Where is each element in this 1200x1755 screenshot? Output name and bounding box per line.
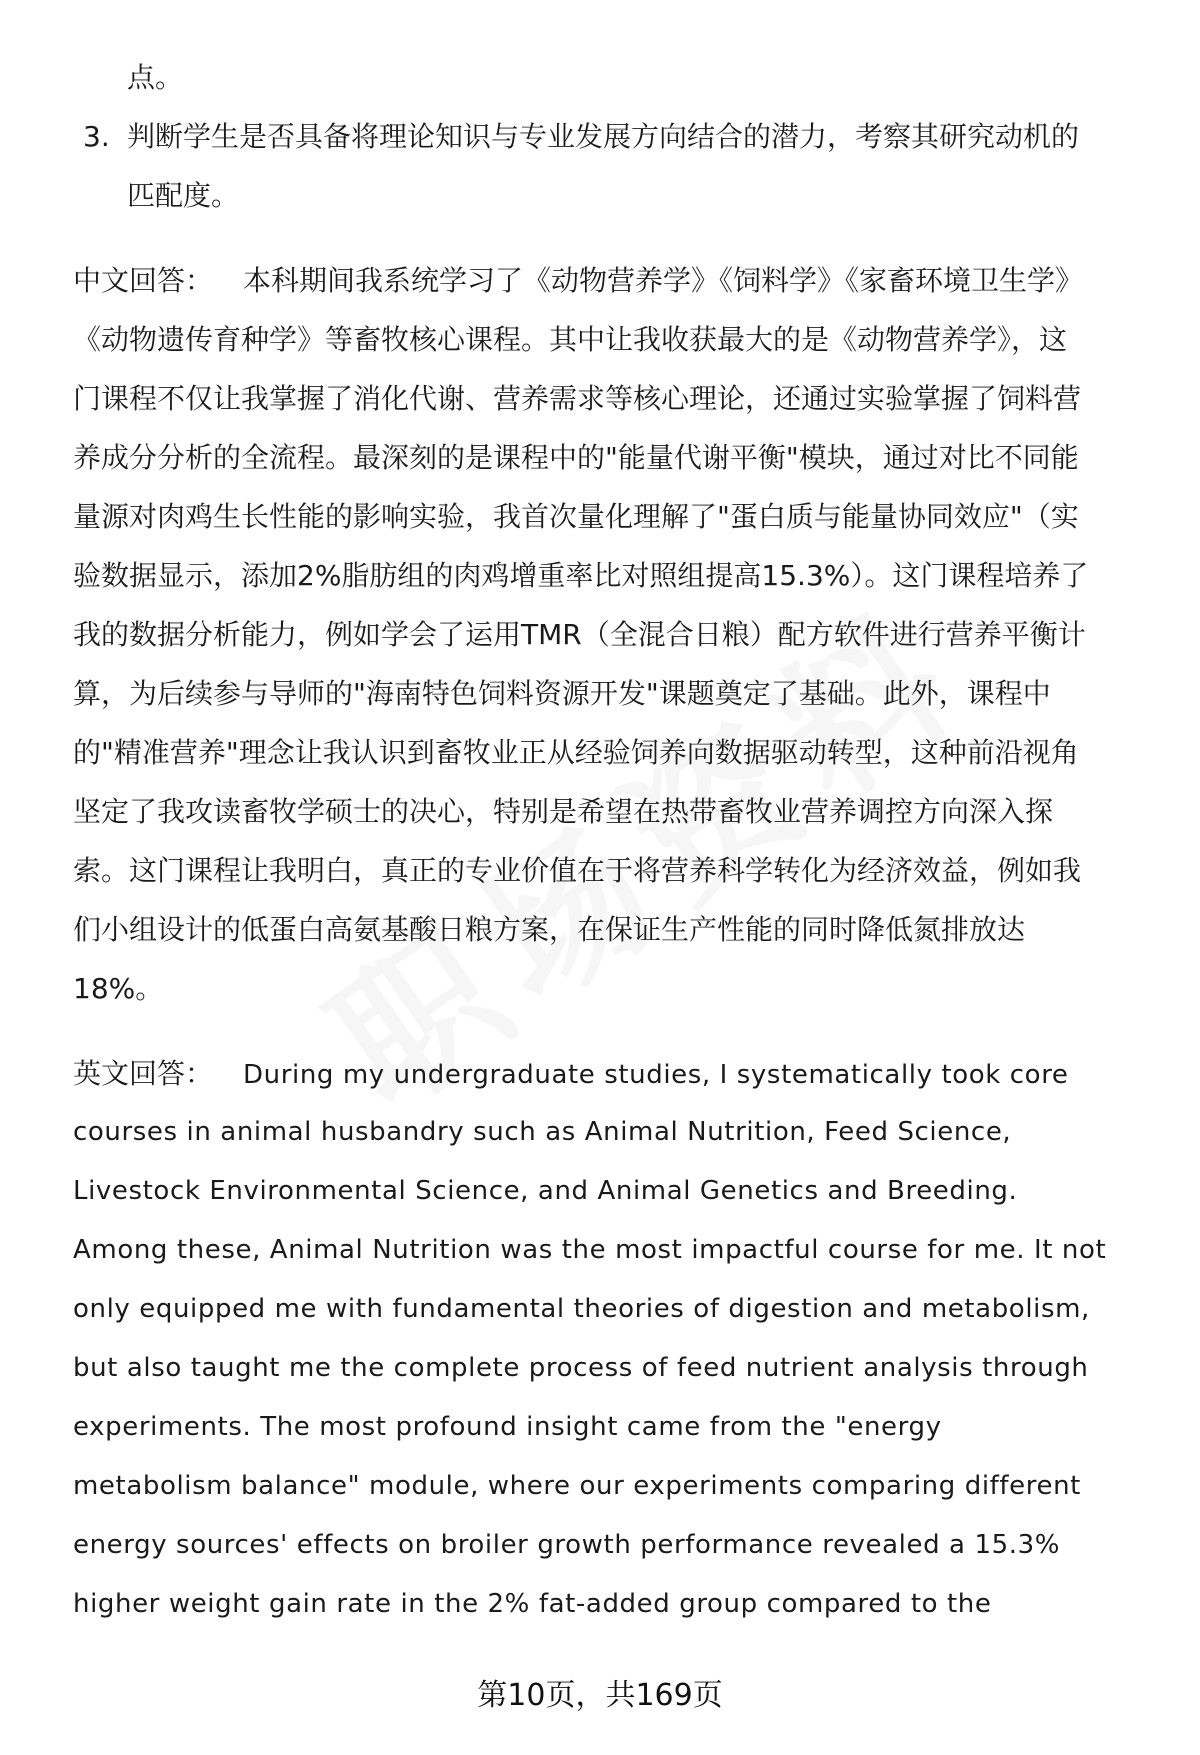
paragraph-line: but also taught me the complete process of feed nutrient analysis through: [73, 1353, 1089, 1383]
paragraph-line: 验数据显示，添加2%脂肪组的肉鸡增重率比对照组提高15.3%）。这门课程培养了: [73, 559, 1089, 592]
list-item-3-continued: 匹配度。: [127, 179, 240, 212]
paragraph-line: courses in animal husbandry such as Animal Nutrition, Feed Science,: [73, 1117, 1012, 1147]
paragraph-line: experiments. The most profound insight came from the "energy: [73, 1412, 942, 1442]
paragraph-line: energy sources' effects on broiler growth performance revealed a 15.3%: [73, 1530, 1061, 1560]
paragraph-line: 18%。: [73, 972, 164, 1005]
paragraph-line: only equipped me with fundamental theories of digestion and metabolism,: [73, 1294, 1090, 1324]
paragraph-line: 坚定了我攻读畜牧学硕士的决心，特别是希望在热带畜牧业营养调控方向深入探: [73, 795, 1054, 828]
page-number-footer: 第10页，共169页: [477, 1678, 723, 1713]
paragraph-line: 中文回答： 本科期间我系统学习了《动物营养学》《饲料学》《家畜环境卫生学》: [73, 251, 1163, 310]
paragraph-line: 英文回答： During my undergraduate studies, I systematically took core: [73, 1044, 1163, 1103]
paragraph-line: higher weight gain rate in the 2% fat-added group compared to the: [73, 1589, 992, 1619]
paragraph-line: Among these, Animal Nutrition was the most impactful course for me. It not: [73, 1235, 1107, 1265]
paragraph-line: 的"精准营养"理念让我认识到畜牧业正从经验饲养向数据驱动转型，这种前沿视角: [73, 736, 1079, 769]
list-number: 3.: [83, 120, 110, 153]
chinese-answer-label: 中文回答：: [73, 264, 214, 297]
page-content: [73, 48, 1163, 1634]
list-item-text: 判断学生是否具备将理论知识与专业发展方向结合的潜力，考察其研究动机的: [127, 120, 1080, 153]
paragraph-line: 门课程不仅让我掌握了消化代谢、营养需求等核心理论，还通过实验掌握了饲料营: [73, 382, 1082, 415]
paragraph-line: 量源对肉鸡生长性能的影响实验，我首次量化理解了"蛋白质与能量协同效应"（实: [73, 500, 1079, 533]
paragraph-line: 索。这门课程让我明白，真正的专业价值在于将营养科学转化为经济效益，例如我: [73, 854, 1082, 887]
paragraph-line: Livestock Environmental Science, and Animal Genetics and Breeding.: [73, 1176, 1018, 1206]
paragraph-line: metabolism balance" module, where our experiments comparing different: [73, 1471, 1081, 1501]
chinese-answer: [73, 251, 1163, 1018]
paragraph-line: 我的数据分析能力，例如学会了运用TMR（全混合日粮）配方软件进行营养平衡计: [73, 618, 1086, 651]
list-item-tail: 点。: [127, 61, 184, 94]
paragraph-line: 算，为后续参与导师的"海南特色饲料资源开发"课题奠定了基础。此外，课程中: [73, 677, 1051, 710]
paragraph-line: 《动物遗传育种学》等畜牧核心课程。其中让我收获最大的是《动物营养学》，这: [73, 323, 1068, 356]
english-answer-label: 英文回答：: [73, 1057, 214, 1090]
english-answer: [73, 1044, 1163, 1634]
list-item-3: [73, 107, 1163, 166]
paragraph-line: 养成分分析的全流程。最深刻的是课程中的"能量代谢平衡"模块，通过对比不同能: [73, 441, 1079, 474]
paragraph-line: 们小组设计的低蛋白高氨基酸日粮方案，在保证生产性能的同时降低氮排放达: [73, 913, 1026, 946]
